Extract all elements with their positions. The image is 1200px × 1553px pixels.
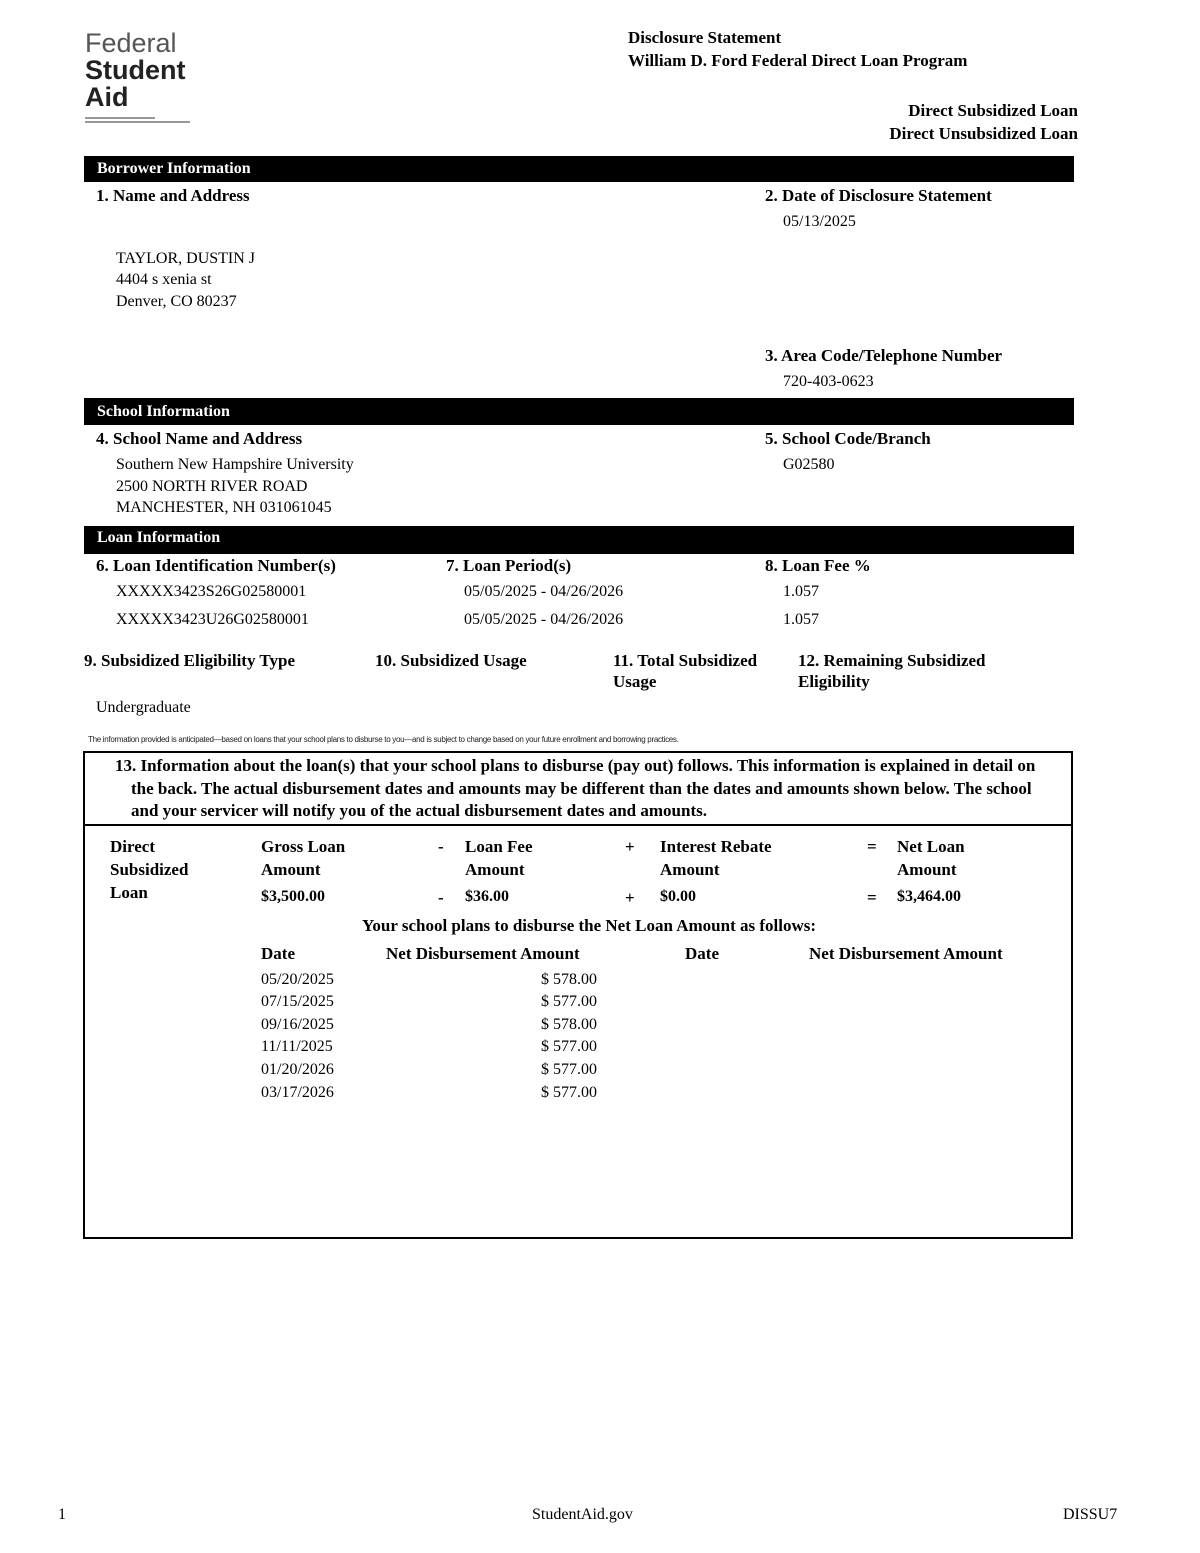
- fee-amount-label-2: Amount: [465, 860, 525, 879]
- disbursement-amount: $ 578.00: [541, 971, 597, 988]
- loan-name-line-1: Direct: [110, 837, 155, 856]
- date-header-right: Date: [685, 944, 719, 963]
- loan-name-line-3: Loan: [110, 883, 148, 902]
- section-school-header: School Information: [84, 398, 1074, 425]
- phone-label: 3. Area Code/Telephone Number: [765, 346, 1003, 365]
- subsidized-usage-label: 10. Subsidized Usage: [375, 651, 527, 670]
- loan-fee-row-2: 1.057: [783, 611, 819, 628]
- document-title: Disclosure Statement: [628, 28, 782, 47]
- net-amount: $3,464.00: [897, 888, 961, 905]
- disbursement-amount: $ 577.00: [541, 1084, 597, 1101]
- loan-period-row-1: 05/05/2025 - 04/26/2026: [464, 583, 624, 600]
- footer-site: StudentAid.gov: [532, 1506, 633, 1523]
- minus-operator-label: -: [438, 837, 444, 856]
- disclosure-date-label: 2. Date of Disclosure Statement: [765, 186, 992, 205]
- gross-amount-label-1: Gross Loan: [261, 837, 346, 856]
- plus-operator-label: +: [625, 837, 635, 856]
- school-code: G02580: [783, 456, 835, 473]
- net-amount-label-1: Net Loan: [897, 837, 965, 856]
- anticipated-disclaimer: The information provided is anticipated—based on loans that your school plans to disburse to you—and is subject to change based on your future enrollment and borrowing practices.: [88, 735, 679, 744]
- loan-id-row-1: XXXXX3423S26G02580001: [116, 583, 307, 600]
- borrower-address-line-2: Denver, CO 80237: [116, 293, 237, 310]
- gross-amount-label-2: Amount: [261, 860, 321, 879]
- loan-id-label: 6. Loan Identification Number(s): [96, 556, 336, 575]
- disbursement-date: 05/20/2025: [261, 971, 334, 988]
- rebate-amount-label-2: Amount: [660, 860, 720, 879]
- school-name: Southern New Hampshire University: [116, 456, 354, 473]
- remaining-eligibility-label-1: 12. Remaining Subsidized: [798, 651, 986, 670]
- loan-fee-row-1: 1.057: [783, 583, 819, 600]
- logo-line-2: Student: [85, 55, 186, 85]
- plus-operator: +: [625, 888, 635, 907]
- date-header-left: Date: [261, 944, 295, 963]
- page-number: 1: [58, 1506, 66, 1523]
- borrower-name: TAYLOR, DUSTIN J: [116, 250, 256, 267]
- loan-fee-label: 8. Loan Fee %: [765, 556, 871, 575]
- form-code: DISSU7: [1063, 1506, 1118, 1523]
- disbursement-date: 01/20/2026: [261, 1061, 334, 1078]
- federal-student-aid-logo: [85, 30, 190, 125]
- disbursement-date: 11/11/2025: [261, 1038, 333, 1055]
- disbursement-amount: $ 578.00: [541, 1016, 597, 1033]
- loan-id-row-2: XXXXX3423U26G02580001: [116, 611, 309, 628]
- minus-operator: -: [438, 888, 444, 907]
- logo-line-3: Aid: [85, 82, 129, 112]
- remaining-eligibility-label-2: Eligibility: [798, 672, 870, 691]
- amount-header-right: Net Disbursement Amount: [809, 944, 1003, 963]
- name-address-label: 1. Name and Address: [96, 186, 250, 205]
- disbursement-amount: $ 577.00: [541, 993, 597, 1010]
- loan-type-subsidized: Direct Subsidized Loan: [908, 101, 1078, 120]
- eligibility-type-value: Undergraduate: [96, 699, 191, 716]
- equals-operator-label: =: [867, 837, 877, 856]
- total-usage-label-1: 11. Total Subsidized: [613, 651, 758, 670]
- school-address-line-1: 2500 NORTH RIVER ROAD: [116, 478, 308, 495]
- equals-operator: =: [867, 888, 877, 907]
- disbursement-divider: [85, 824, 1071, 826]
- disclosure-date: 05/13/2025: [783, 213, 856, 230]
- logo-line-1: Federal: [85, 28, 177, 58]
- rebate-amount-label-1: Interest Rebate: [660, 837, 772, 856]
- section-loan-header: Loan Information: [84, 526, 1074, 554]
- phone-number: 720-403-0623: [783, 373, 874, 390]
- eligibility-type-label: 9. Subsidized Eligibility Type: [84, 651, 295, 670]
- loan-type-unsubsidized: Direct Unsubsidized Loan: [889, 124, 1078, 143]
- logo-tagline-mark: [85, 117, 190, 123]
- disbursement-date: 07/15/2025: [261, 993, 334, 1010]
- disbursement-amount: $ 577.00: [541, 1061, 597, 1078]
- school-name-label: 4. School Name and Address: [96, 429, 303, 448]
- section-borrower-header: Borrower Information: [84, 156, 1074, 182]
- loan-period-row-2: 05/05/2025 - 04/26/2026: [464, 611, 624, 628]
- rebate-amount: $0.00: [660, 888, 696, 905]
- loan-period-label: 7. Loan Period(s): [446, 556, 572, 575]
- loan-name-line-2: Subsidized: [110, 860, 189, 879]
- fee-amount-label-1: Loan Fee: [465, 837, 533, 856]
- disbursement-plan-text: Your school plans to disburse the Net Loan Amount as follows:: [362, 916, 817, 935]
- borrower-address-line-1: 4404 s xenia st: [116, 271, 212, 288]
- disbursement-date: 09/16/2025: [261, 1016, 334, 1033]
- disbursement-date: 03/17/2026: [261, 1084, 334, 1101]
- total-usage-label-2: Usage: [613, 672, 657, 691]
- amount-header-left: Net Disbursement Amount: [386, 944, 580, 963]
- program-name: William D. Ford Federal Direct Loan Program: [628, 51, 968, 70]
- gross-amount: $3,500.00: [261, 888, 325, 905]
- disbursement-intro: 13. Information about the loan(s) that your school plans to disburse (pay out) follows. This information is explained in detail on the back. The actual disbursement dates and amounts may be different than the dates and amounts shown below. The school and your servicer will notify you of the actual disbursement dates and amounts.: [115, 756, 1036, 820]
- fee-amount: $36.00: [465, 888, 509, 905]
- disbursement-amount: $ 577.00: [541, 1038, 597, 1055]
- school-address-line-2: MANCHESTER, NH 031061045: [116, 499, 332, 516]
- school-code-label: 5. School Code/Branch: [765, 429, 931, 448]
- net-amount-label-2: Amount: [897, 860, 957, 879]
